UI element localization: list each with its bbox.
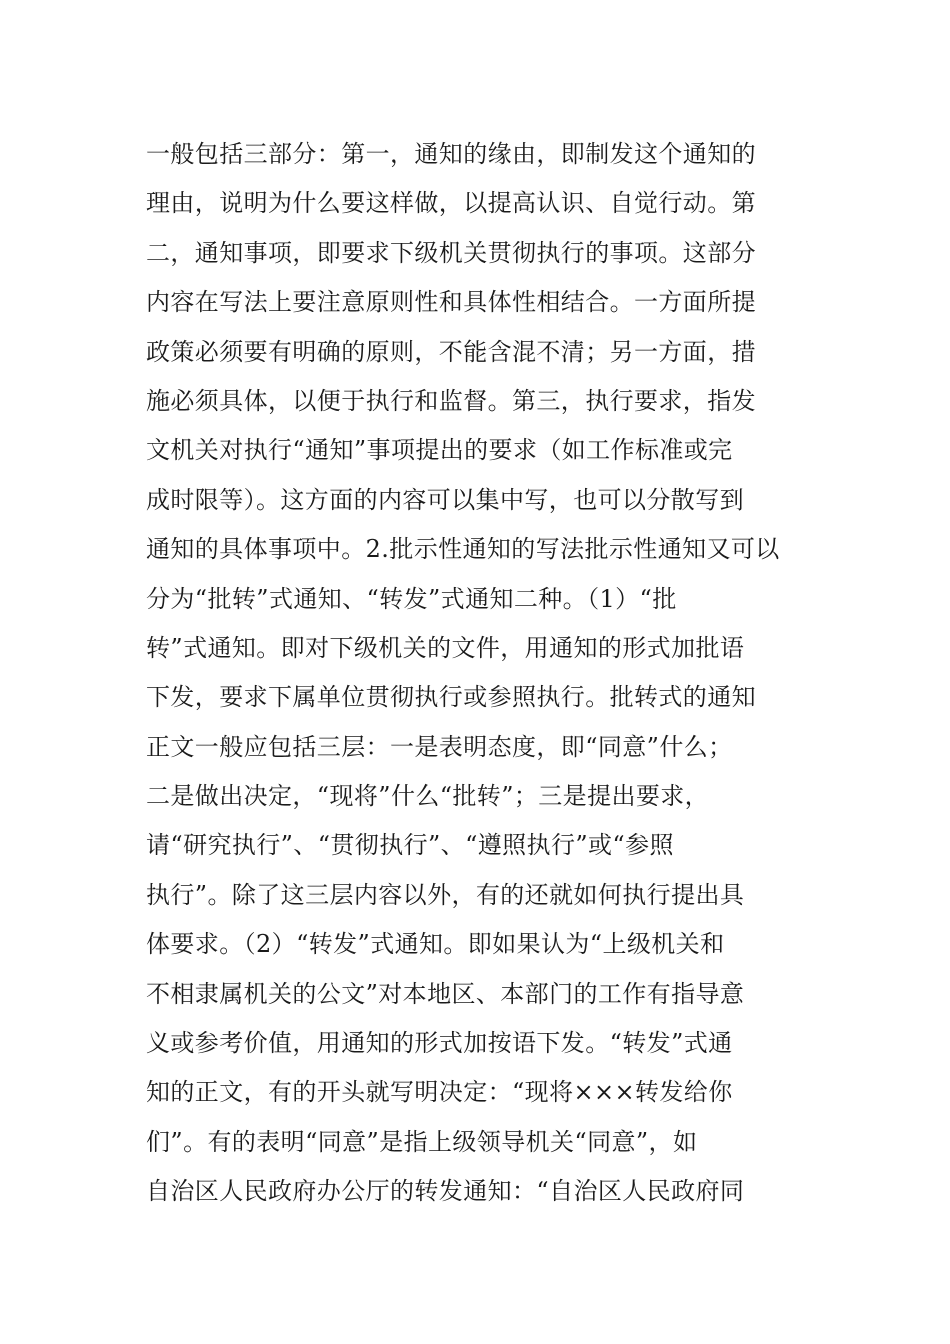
text-line: 正文一般应包括三层：一是表明态度，即“同意”什么； [146,732,733,761]
text-line: 二是做出决定，“现将”什么“批转”；三是提出要求， [146,782,710,811]
text-line: 施必须具体，以便于执行和监督。第三，执行要求，指发 [146,386,756,415]
text-line: 通知的具体事项中。2.批示性通知的写法批示性通知又可以 [146,535,780,564]
text-line: 执行”。除了这三层内容以外，有的还就如何执行提出具 [146,880,745,909]
text-line: 二，通知事项，即要求下级机关贯彻执行的事项。这部分 [146,238,756,267]
text-line: 转”式通知。即对下级机关的文件，用通知的形式加批语 [146,633,745,662]
text-line: 一般包括三部分：第一，通知的缘由，即制发这个通知的 [146,140,756,168]
text-line: 成时限等）。这方面的内容可以集中写，也可以分散写到 [146,485,744,514]
text-line: 理由，说明为什么要这样做，以提高认识、自觉行动。第 [146,189,756,218]
text-line: 分为“批转”式通知、“转发”式通知二种。（1）“批 [146,584,677,613]
text-line: 自治区人民政府办公厅的转发通知：“自治区人民政府同 [146,1177,745,1206]
text-line: 下发，要求下属单位贯彻执行或参照执行。批转式的通知 [146,683,756,712]
text-line: 政策必须要有明确的原则，不能含混不清；另一方面，措 [146,337,756,366]
text-line: 请“研究执行”、“贯彻执行”、“遵照执行”或“参照 [146,831,674,860]
text-line: 义或参考价值，用通知的形式加按语下发。“转发”式通 [146,1029,733,1058]
body-text [146,130,826,1217]
text-line: 内容在写法上要注意原则性和具体性相结合。一方面所提 [146,288,756,317]
text-line: 不相隶属机关的公文”对本地区、本部门的工作有指导意 [146,979,745,1008]
text-line: 们”。有的表明“同意”是指上级领导机关“同意”，如 [146,1127,698,1156]
text-line: 体要求。（2）“转发”式通知。即如果认为“上级机关和 [146,930,725,959]
text-line: 知的正文，有的开头就写明决定：“现将×××转发给你 [146,1078,733,1107]
text-line: 文机关对执行“通知”事项提出的要求（如工作标准或完 [146,436,733,465]
